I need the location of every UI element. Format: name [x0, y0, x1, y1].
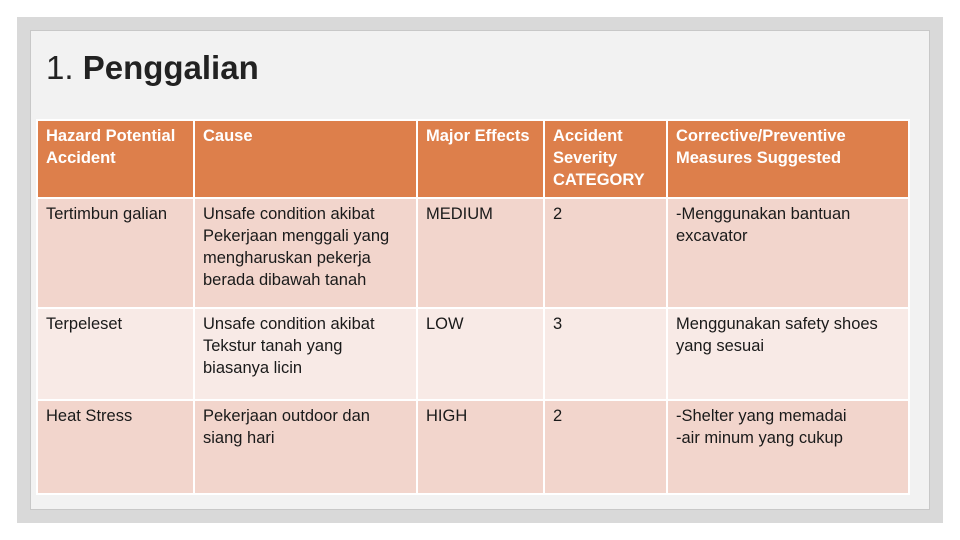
header-major-effects: Major Effects — [417, 120, 544, 198]
cell-effect: MEDIUM — [417, 198, 544, 308]
measure-line: Menggunakan safety shoes yang sesuai — [676, 315, 878, 355]
table-row — [37, 400, 909, 494]
cell-severity: 3 — [544, 308, 667, 400]
cell-hazard: Tertimbun galian — [37, 198, 194, 308]
cell-measures — [667, 308, 909, 400]
cell-effect: LOW — [417, 308, 544, 400]
cell-cause: Unsafe condition akibat Tekstur tanah yang biasanya licin — [194, 308, 417, 400]
cell-hazard: Heat Stress — [37, 400, 194, 494]
cell-hazard: Terpeleset — [37, 308, 194, 400]
measure-line: -Menggunakan bantuan excavator — [676, 205, 851, 245]
cell-measures — [667, 400, 909, 494]
table-header-row — [37, 120, 909, 198]
hazard-table — [36, 119, 910, 495]
table-row — [37, 308, 909, 400]
header-severity: Accident Severity CATEGORY — [544, 120, 667, 198]
measure-line: -Shelter yang memadai — [676, 407, 847, 425]
header-hazard: Hazard Potential Accident — [37, 120, 194, 198]
cell-severity: 2 — [544, 198, 667, 308]
cell-severity: 2 — [544, 400, 667, 494]
header-cause: Cause — [194, 120, 417, 198]
table-row — [37, 198, 909, 308]
title-number: 1. — [46, 49, 74, 86]
cell-measures — [667, 198, 909, 308]
title-text: Penggalian — [82, 49, 259, 86]
slide-title — [46, 49, 259, 87]
measure-line: -air minum yang cukup — [676, 429, 843, 447]
cell-effect: HIGH — [417, 400, 544, 494]
header-measures: Corrective/Preventive Measures Suggested — [667, 120, 909, 198]
cell-cause: Pekerjaan outdoor dan siang hari — [194, 400, 417, 494]
cell-cause: Unsafe condition akibat Pekerjaan menggali yang mengharuskan pekerja berada dibawah tanah — [194, 198, 417, 308]
